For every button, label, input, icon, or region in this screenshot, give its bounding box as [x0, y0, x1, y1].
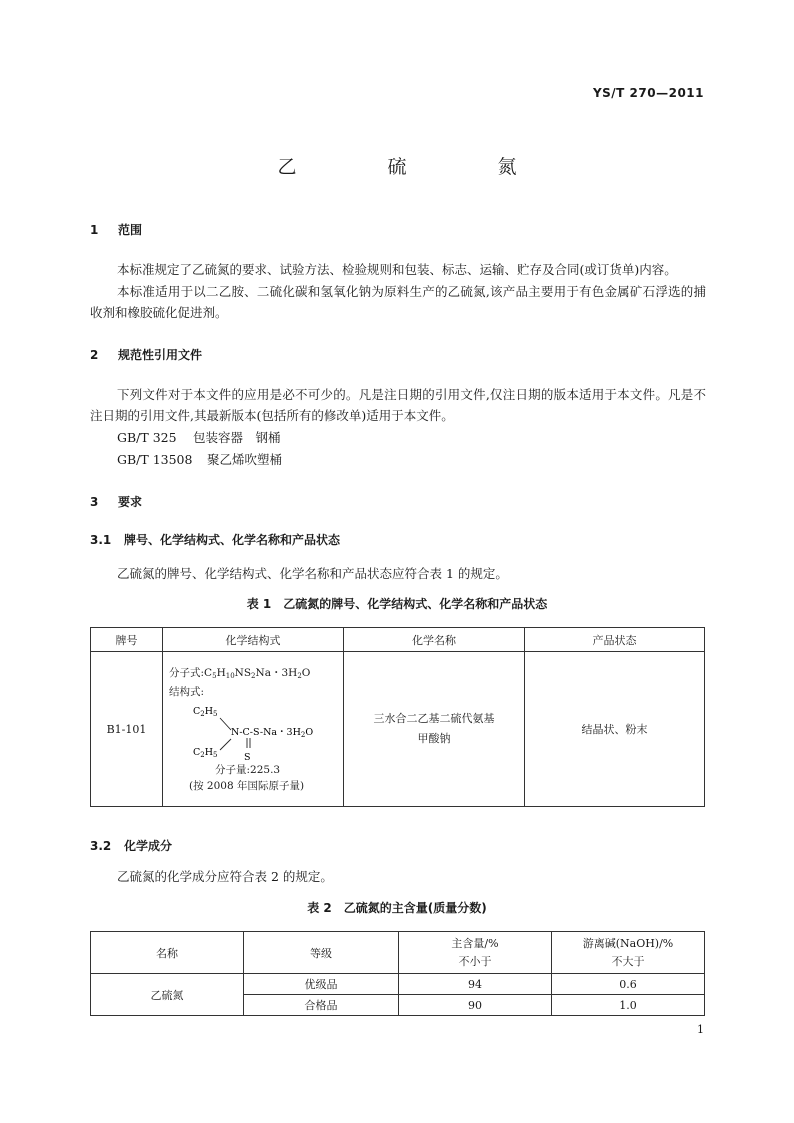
document-title: 乙 硫 氮 [277, 156, 553, 178]
table-header-cell: 游离碱(NaOH)/% 不大于 [552, 932, 705, 974]
section-3-2-paragraph: 乙硫氮的化学成分应符合表 2 的规定。 [117, 869, 333, 884]
structure-label: 结构式: [169, 685, 205, 698]
table-cell: 90 [399, 995, 552, 1016]
section-3-1-heading: 3.1 牌号、化学结构式、化学名称和产品状态 [90, 533, 341, 547]
table-header-cell: 化学结构式 [163, 628, 344, 652]
table-header-cell: 等级 [244, 932, 399, 974]
table-header-cell: 名称 [91, 932, 244, 974]
section-1-heading: 1 范围 [90, 223, 143, 237]
page-number: 1 [697, 1023, 704, 1036]
table-2 [90, 931, 705, 1016]
table-header-cell: 牌号 [91, 628, 163, 652]
reference-item: GB/T 325 包装容器 钢桶 [117, 430, 281, 445]
table-cell: 0.6 [552, 974, 705, 995]
ethyl-group-top: $C_2H_5$ [193, 705, 218, 718]
bond-line [220, 718, 231, 730]
grade-cell: B1-101 [91, 652, 163, 807]
table-cell: 94 [399, 974, 552, 995]
section-1-paragraph-2: 本标准适用于以二乙胺、二硫化碳和氢氧化钠为原料生产的乙硫氮,该产品主要用于有色金属矿石浮选的捕收剂和橡胶硫化促进剂。 [90, 284, 706, 320]
table-1 [90, 627, 705, 807]
table-2-caption: 表 2 乙硫氮的主含量(质量分数) [307, 901, 487, 915]
table-cell: 合格品 [244, 995, 399, 1016]
product-state-cell: 结晶状、粉末 [525, 652, 705, 807]
sulfur-atom: S [244, 751, 251, 762]
table-1-caption: 表 1 乙硫氮的牌号、化学结构式、化学名称和产品状态 [246, 597, 548, 611]
structure-chain: N-C-S-Na・$3H_2O$ [231, 726, 314, 739]
bond-line [220, 739, 231, 750]
section-1-paragraph-1: 本标准规定了乙硫氮的要求、试验方法、检验规则和包装、标志、运输、贮存及合同(或订货单)内容。 [117, 262, 677, 277]
molecular-weight: 分子量:225.3 [215, 763, 281, 776]
molecular-formula: 分子式$:C_5H_{10}NS_2Na$・$3H_2O$ [169, 666, 311, 680]
table-header-cell: 化学名称 [344, 628, 525, 652]
molecular-weight-note: (按 2008 年国际原子量) [189, 779, 305, 792]
standard-number: YS/T 270—2011 [592, 86, 704, 100]
table-cell: 1.0 [552, 995, 705, 1016]
section-2-paragraph-1: 下列文件对于本文件的应用是必不可少的。凡是注日期的引用文件,仅注日期的版本适用于本文件。凡是不注日期的引用文件,其最新版本(包括所有的修改单)适用于本文件。 [90, 387, 706, 423]
section-2-heading: 2 规范性引用文件 [90, 348, 203, 362]
product-name-cell: 乙硫氮 [91, 974, 244, 1016]
table-header-cell: 产品状态 [525, 628, 705, 652]
table-header-cell: 主含量/% 不小于 [399, 932, 552, 974]
table-cell: 优级品 [244, 974, 399, 995]
structural-formula [187, 700, 337, 762]
reference-item: GB/T 13508 聚乙烯吹塑桶 [117, 452, 283, 467]
section-3-heading: 3 要求 [90, 495, 143, 509]
section-3-1-paragraph: 乙硫氮的牌号、化学结构式、化学名称和产品状态应符合表 1 的规定。 [117, 566, 508, 581]
ethyl-group-bottom: $C_2H_5$ [193, 746, 218, 759]
section-3-2-heading: 3.2 化学成分 [90, 839, 173, 853]
structure-cell [163, 652, 344, 807]
chemical-name-cell: 三水合二乙基二硫代氨基 甲酸钠 [344, 652, 525, 807]
